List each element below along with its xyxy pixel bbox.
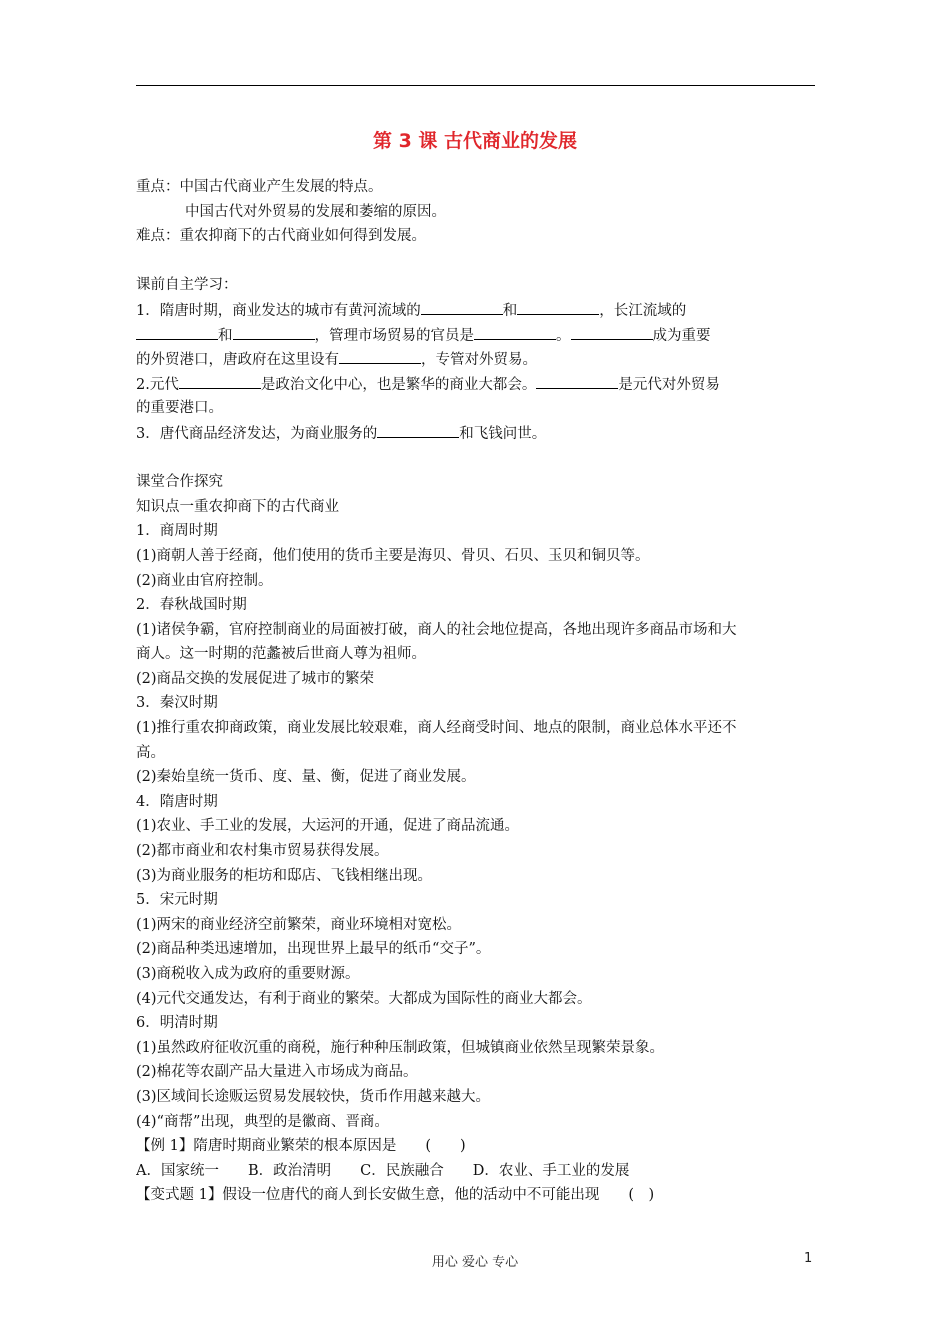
- text-line: (4)“商帮”出现，典型的是徽商、晋商。: [136, 1113, 389, 1130]
- key-point-label: 重点：: [136, 179, 180, 195]
- difficulty-line: [136, 224, 816, 249]
- text-line: 5．宋元时期: [136, 892, 218, 909]
- q2-text-c: 是元代对外贸易: [618, 376, 720, 393]
- text-line: (3)为商业服务的柜坊和邸店、飞钱相继出现。: [136, 867, 433, 884]
- text-line: 1．商周时期: [136, 523, 218, 540]
- footer-motto: 用心 爱心 专心: [431, 1255, 519, 1270]
- question-2-line-1: [136, 372, 816, 397]
- q3-text-b: 和飞钱问世。: [459, 425, 547, 442]
- q1-text-f: 。: [556, 327, 571, 344]
- fill-blank[interactable]: [517, 298, 599, 315]
- text-line: (3)商税收入成为政府的重要财源。: [136, 966, 360, 982]
- coop-subheading: 知识点一重农抑商下的古代商业: [136, 498, 339, 515]
- text-line: (2)棉花等农副产品大量进入市场成为商品。: [136, 1064, 418, 1081]
- page-title: 第 3 课 古代商业的发展: [372, 130, 578, 152]
- fill-blank[interactable]: [571, 323, 653, 340]
- variant-question: 【变式题 1】假设一位唐代的商人到长安做生意，他的活动中不可能出现 ( ): [136, 1187, 655, 1204]
- fill-blank[interactable]: [377, 421, 459, 438]
- q1-text-g: 成为重要: [652, 327, 711, 344]
- difficulty-text: 重农抑商下的古代商业如何得到发展。: [179, 228, 426, 245]
- text-line: (1)商朝人善于经商，他们使用的货币主要是海贝、骨贝、石贝、玉贝和铜贝等。: [136, 547, 650, 564]
- fill-blank[interactable]: [233, 323, 315, 340]
- q1-text-h: 的外贸港口，唐政府在这里设有: [136, 352, 339, 369]
- key-point-line-1: [136, 175, 816, 200]
- text-line: 3．秦汉时期: [136, 695, 218, 712]
- fill-blank[interactable]: [136, 323, 218, 340]
- text-line: (3)区域间长途贩运贸易发展较快，货币作用越来越大。: [136, 1088, 491, 1105]
- document-body: [136, 175, 816, 1208]
- text-line: (2)商业由官府控制。: [136, 572, 273, 589]
- q2-text-a: 2.元代: [136, 376, 179, 393]
- question-2-line-2: 的重要港口。: [136, 400, 223, 417]
- q1-text-i: ，专管对外贸易。: [421, 352, 537, 369]
- question-1-line-3: [136, 347, 816, 372]
- text-line: (1)两宋的商业经济空前繁荣，商业环境相对宽松。: [136, 916, 462, 933]
- text-line: (1)虽然政府征收沉重的商税，施行种种压制政策，但城镇商业依然呈现繁荣景象。: [136, 1039, 665, 1056]
- text-line: (4)元代交通发达，有利于商业的繁荣。大都成为国际性的商业大都会。: [136, 990, 592, 1007]
- text-line: 商人。这一时期的范蠡被后世商人尊为祖师。: [136, 646, 426, 663]
- fill-blank[interactable]: [339, 347, 421, 364]
- question-1-line-2: [136, 323, 816, 348]
- fill-blank[interactable]: [179, 372, 261, 389]
- difficulty-label: 难点：: [136, 228, 180, 245]
- fill-blank[interactable]: [421, 298, 503, 315]
- q1-text-d: 和: [218, 327, 233, 344]
- text-line: (2)秦始皇统一货币、度、量、衡，促进了商业发展。: [136, 769, 476, 786]
- q3-text-a: 3．唐代商品经济发达，为商业服务的: [136, 425, 378, 442]
- q1-text-c: ，长江流域的: [599, 302, 687, 319]
- key-point-text: 中国古代商业产生发展的特点。: [179, 179, 383, 195]
- fill-blank[interactable]: [474, 323, 556, 340]
- text-line: 高。: [136, 744, 165, 761]
- question-1-line-1: [136, 298, 816, 323]
- fill-blank[interactable]: [536, 372, 618, 389]
- text-line: (2)商品交换的发展促进了城市的繁荣: [136, 670, 375, 687]
- text-line: (2)商品种类迅速增加，出现世界上最早的纸币“交子”。: [136, 941, 491, 958]
- page-number: 1: [804, 1251, 813, 1266]
- text-line: (1)推行重农抑商政策，商业发展比较艰难，商人经商受时间、地点的限制，商业总体水平还不: [136, 720, 737, 737]
- text-line: (1)诸侯争霸，官府控制商业的局面被打破，商人的社会地位提高，各地出现许多商品市场和大: [136, 621, 737, 638]
- q1-text-a: 1．隋唐时期，商业发达的城市有黄河流域的: [136, 302, 421, 319]
- coop-heading: 课堂合作探究: [136, 474, 223, 491]
- q2-text-b: 是政治文化中心，也是繁华的商业大都会。: [260, 376, 537, 393]
- header-rule: [136, 85, 815, 86]
- q1-text-b: 和: [502, 302, 518, 319]
- text-line: (1)农业、手工业的发展，大运河的开通，促进了商品流通。: [136, 818, 520, 835]
- question-3-line: [136, 421, 816, 446]
- text-line: 2．春秋战国时期: [136, 597, 247, 614]
- self-study-heading: 课前自主学习：: [136, 277, 238, 294]
- text-line: 6．明清时期: [136, 1015, 218, 1032]
- example-question: 【例 1】隋唐时期商业繁荣的根本原因是 ( ): [136, 1138, 466, 1155]
- q1-text-e: ，管理市场贸易的官员是: [314, 327, 474, 344]
- example-options: A．国家统一 B．政治清明 C．民族融合 D．农业、手工业的发展: [136, 1162, 630, 1179]
- text-line: 4．隋唐时期: [136, 793, 218, 810]
- key-point-line-2: 中国古代对外贸易的发展和萎缩的原因。: [185, 203, 446, 220]
- text-line: (2)都市商业和农村集市贸易获得发展。: [136, 843, 389, 860]
